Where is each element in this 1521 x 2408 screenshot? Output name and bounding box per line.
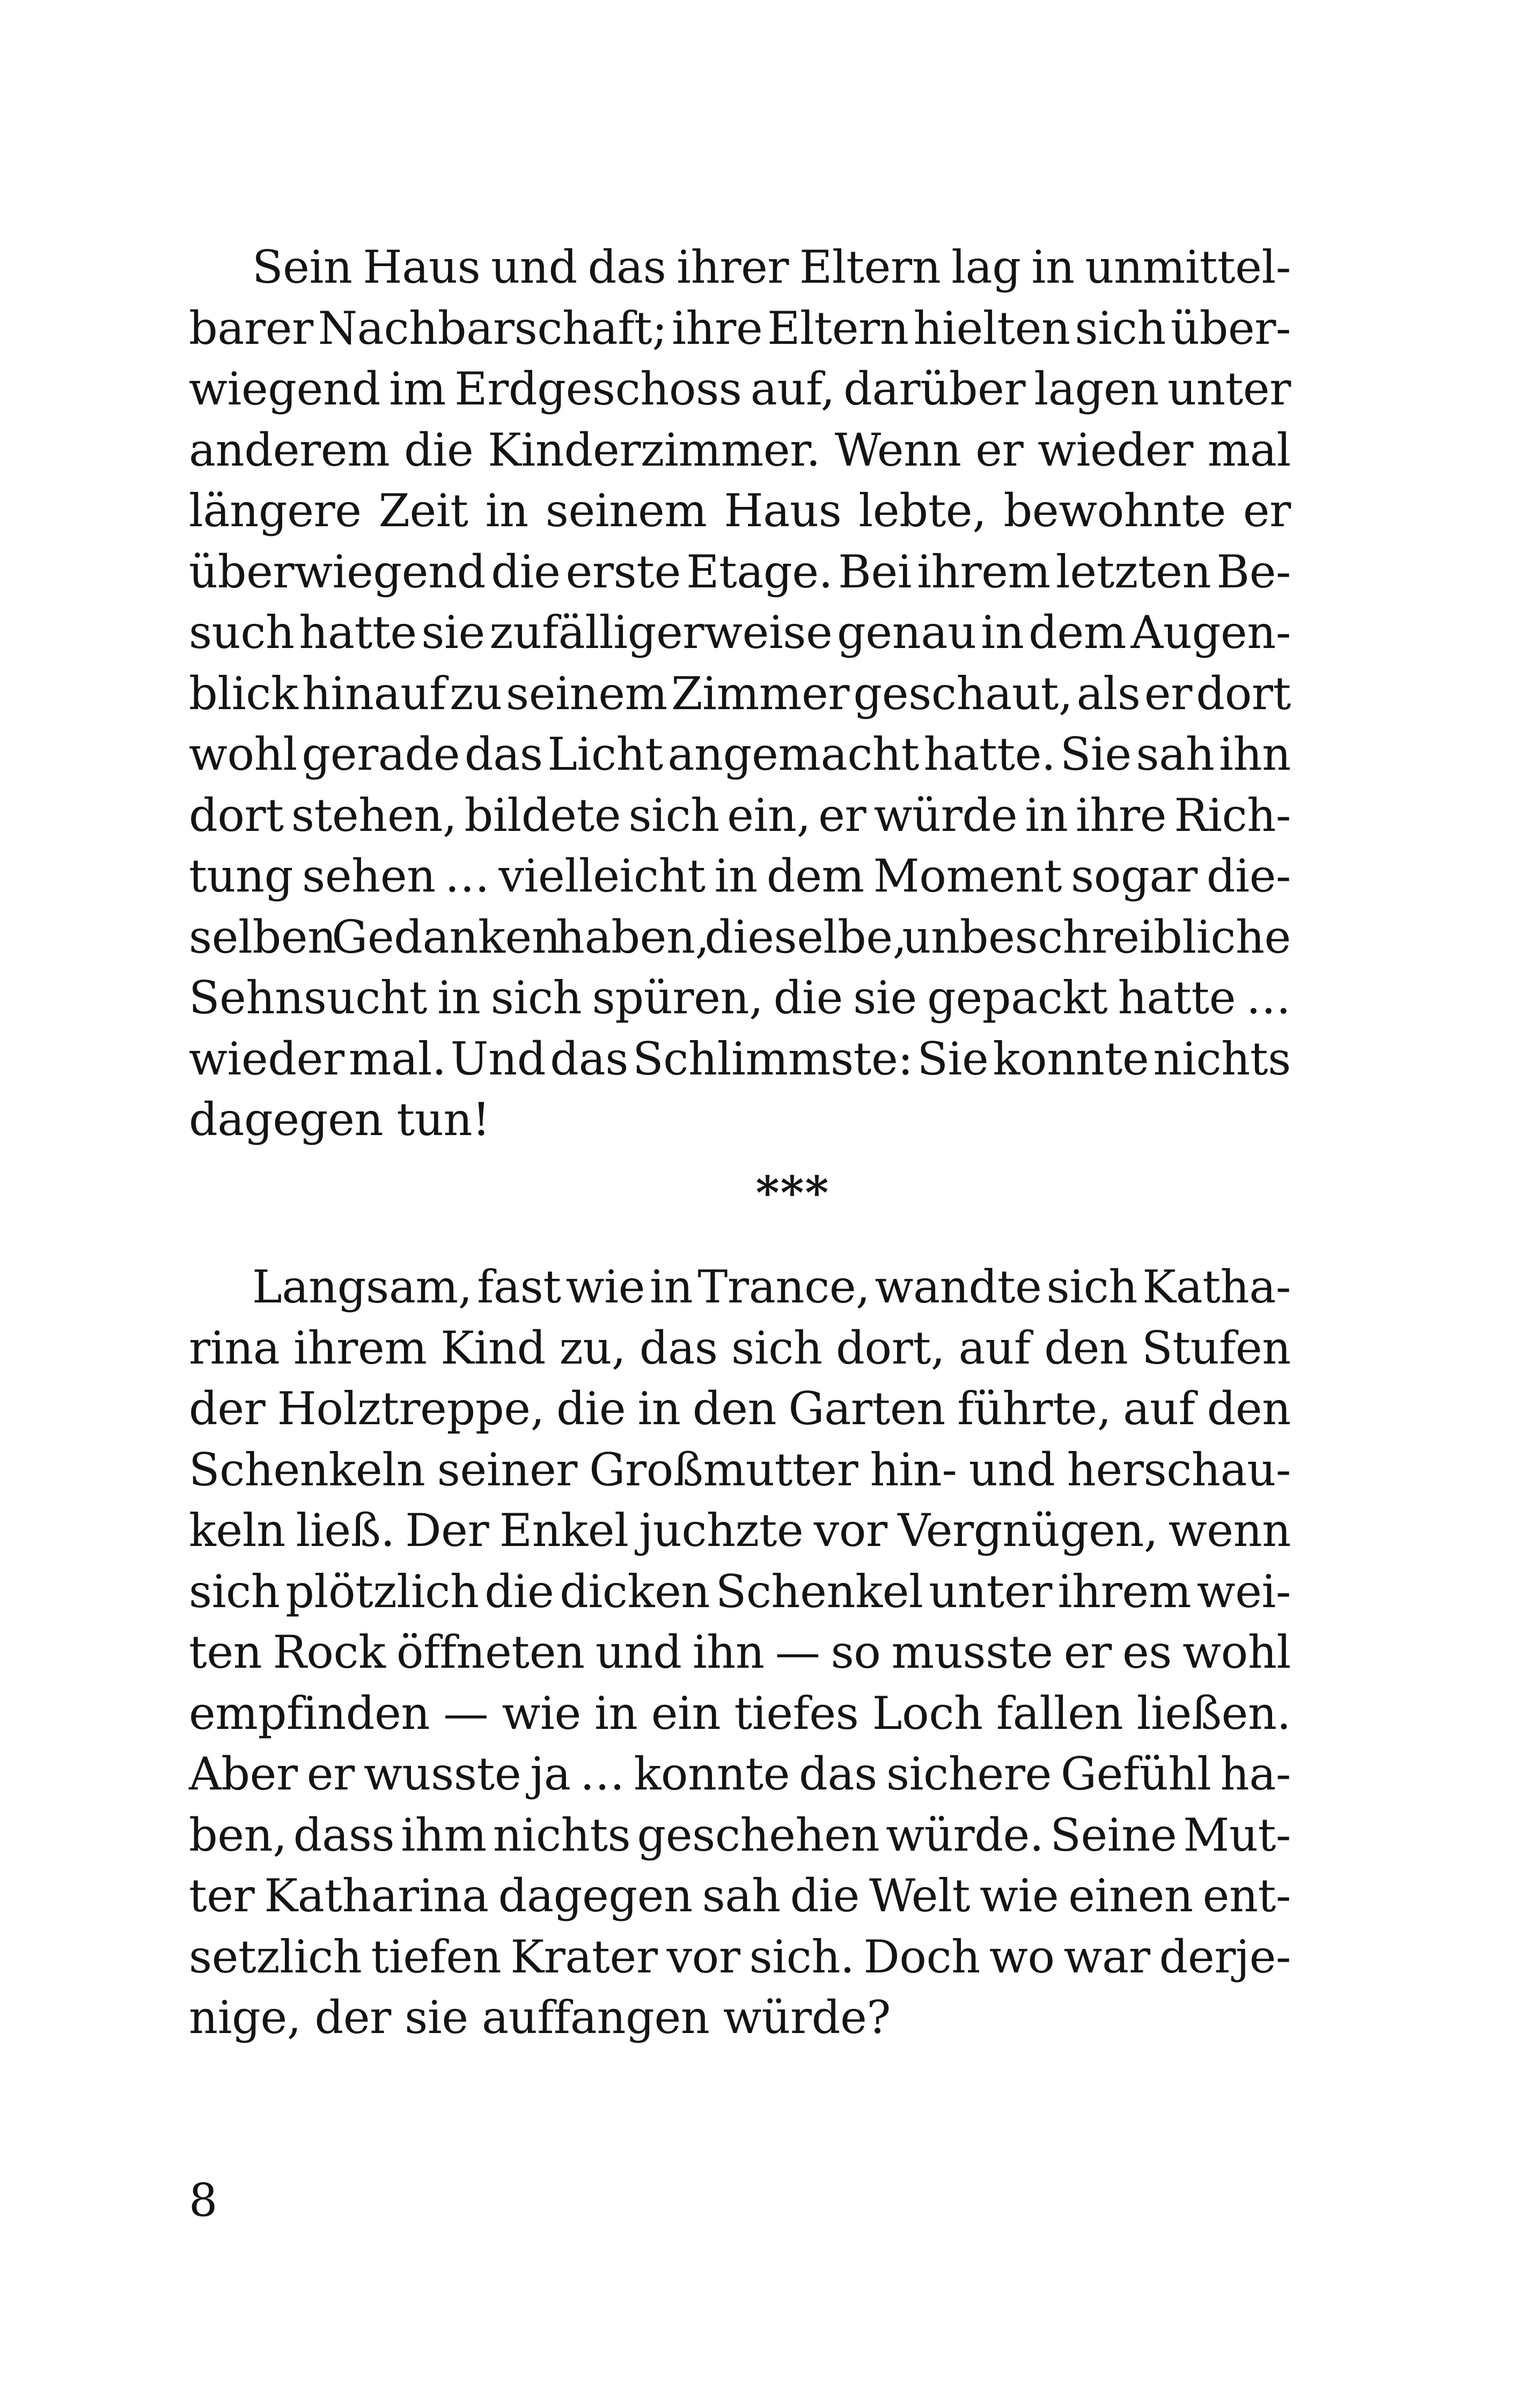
section-separator: *** (755, 1166, 830, 1219)
paragraph-line: ten Rock öffneten und ihn — so musste er es wohl (189, 1626, 1291, 1678)
paragraph-line: Langsam, fast wie in Trance, wandte sich Katha- (252, 1261, 1291, 1313)
paragraph-line: dort stehen, bildete sich ein, er würde in ihre Rich- (189, 789, 1291, 842)
paragraph-line: anderem die Kinderzimmer. Wenn er wieder mal (189, 423, 1291, 476)
paragraph-line: empfinden — wie in ein tiefes Loch fallen ließen. (189, 1687, 1291, 1740)
paragraph-line: rina ihrem Kind zu, das sich dort, auf den Stufen (189, 1321, 1291, 1374)
page-number: 8 (189, 2174, 218, 2227)
paragraph-line: wieder mal. Und das Schlimmste: Sie konnte nichts (189, 1032, 1291, 1085)
paragraph-1 (189, 237, 1291, 1151)
paragraph-line: ter Katharina dagegen sah die Welt wie einen ent- (189, 1869, 1291, 1922)
paragraph-line: Sein Haus und das ihrer Eltern lag in unmittel- (252, 241, 1291, 293)
paragraph-line: such hatte sie zufälligerweise genau in dem Augen- (189, 606, 1291, 659)
paragraph-line: der Holztreppe, die in den Garten führte, auf den (189, 1382, 1291, 1435)
paragraph-line: ben, dass ihm nichts geschehen würde. Seine Mut- (189, 1808, 1291, 1861)
paragraph-line: Aber er wusste ja … konnte das sichere Gefühl ha- (189, 1748, 1291, 1800)
paragraph-line: setzlich tiefen Krater vor sich. Doch wo war derje- (189, 1930, 1291, 1983)
paragraph-line: nige, der sie auffangen würde? (189, 1991, 891, 2044)
paragraph-line: wohl gerade das Licht angemacht hatte. Sie sah ihn (189, 728, 1291, 780)
paragraph-line: wiegend im Erdgeschoss auf, darüber lagen unter (189, 363, 1291, 415)
paragraph-line: selben Gedanken haben, dieselbe, unbeschreibliche (189, 910, 1291, 963)
paragraph-line: Schenkeln seiner Großmutter hin- und herschau- (189, 1443, 1291, 1496)
paragraph-2 (189, 1257, 1291, 2049)
paragraph-line: sich plötzlich die dicken Schenkel unter ihrem wei- (189, 1565, 1291, 1618)
paragraph-line: überwiegend die erste Etage. Bei ihrem letzten Be- (189, 545, 1291, 598)
paragraph-line: tung sehen … vielleicht in dem Moment sogar die- (189, 850, 1291, 902)
paragraph-line: blick hinauf zu seinem Zimmer geschaut, als er dort (189, 667, 1291, 720)
paragraph-line: Sehnsucht in sich spüren, die sie gepackt hatte … (189, 971, 1291, 1024)
paragraph-line: längere Zeit in seinem Haus lebte, bewohnte er (189, 484, 1291, 537)
paragraph-line: barer Nachbarschaft; ihre Eltern hielten sich über- (189, 301, 1291, 355)
paragraph-line: keln ließ. Der Enkel juchzte vor Vergnügen, wenn (189, 1504, 1291, 1557)
paragraph-line: dagegen tun! (189, 1093, 490, 1146)
